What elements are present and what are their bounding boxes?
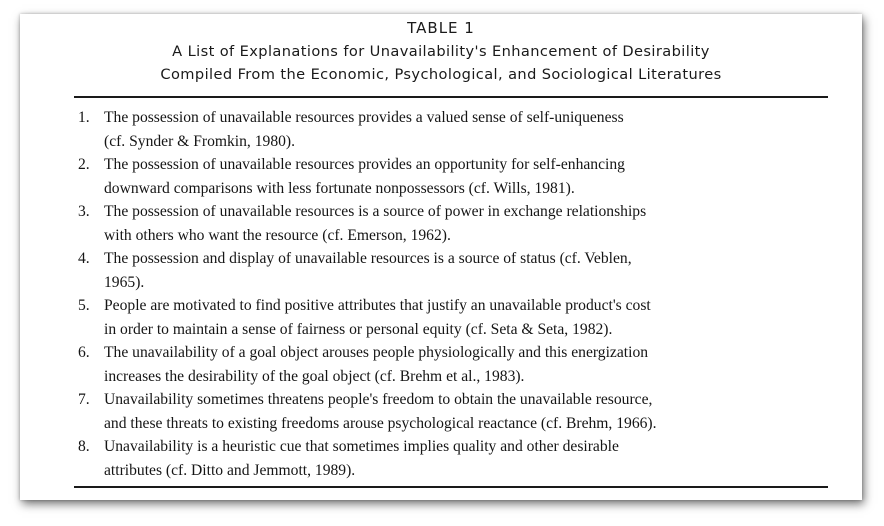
item-number: 8. <box>78 438 90 455</box>
table-caption-line-1: A List of Explanations for Unavailability's Enhancement of Desirability <box>172 43 710 60</box>
item-number: 2. <box>78 156 90 173</box>
item-text-line: increases the desirability of the goal object (cf. Brehm et al., 1983). <box>104 367 525 385</box>
item-text-line: The unavailability of a goal object arouses people physiologically and this energization <box>104 344 649 361</box>
list-item <box>74 106 834 153</box>
item-text-line: and these threats to existing freedoms arouse psychological reactance (cf. Brehm, 1966). <box>104 414 657 432</box>
top-rule <box>74 96 828 98</box>
list-item <box>74 200 834 247</box>
table-label: TABLE 1 <box>407 19 475 37</box>
item-text-line: with others who want the resource (cf. Emerson, 1962). <box>104 226 451 244</box>
item-text-line: in order to maintain a sense of fairness or personal equity (cf. Seta & Seta, 1982). <box>104 320 613 338</box>
list-item <box>74 247 834 294</box>
item-text-line: (cf. Synder & Fromkin, 1980). <box>104 132 296 150</box>
item-number: 5. <box>78 297 90 314</box>
item-number: 3. <box>78 203 90 220</box>
list-item <box>74 294 834 341</box>
list-item <box>74 153 834 200</box>
item-text-line: The possession and display of unavailable resources is a source of status (cf. Veblen, <box>104 250 632 267</box>
bottom-rule <box>74 486 828 488</box>
item-text-line: downward comparisons with less fortunate nonpossessors (cf. Wills, 1981). <box>104 179 575 197</box>
item-number: 6. <box>78 344 90 361</box>
item-text-line: attributes (cf. Ditto and Jemmott, 1989). <box>104 461 356 479</box>
item-text-line: The possession of unavailable resources is a source of power in exchange relationships <box>104 203 647 220</box>
item-text-line: The possession of unavailable resources provides an opportunity for self-enhancing <box>104 156 625 173</box>
item-number: 1. <box>78 109 90 126</box>
document-sheet <box>20 14 862 500</box>
item-text-line: The possession of unavailable resources provides a valued sense of self-uniqueness <box>104 109 624 126</box>
item-text-line: People are motivated to find positive attributes that justify an unavailable product's cost <box>104 297 651 314</box>
item-number: 4. <box>78 250 90 267</box>
item-number: 7. <box>78 391 90 408</box>
list-item <box>74 341 834 388</box>
list-item <box>74 435 834 482</box>
item-text-line: Unavailability sometimes threatens people's freedom to obtain the unavailable resource, <box>104 391 653 408</box>
item-text-line: 1965). <box>104 273 145 291</box>
table-caption-line-2: Compiled From the Economic, Psychological, and Sociological Literatures <box>160 66 722 83</box>
list-item <box>74 388 834 435</box>
item-text-line: Unavailability is a heuristic cue that sometimes implies quality and other desirable <box>104 438 619 455</box>
explanation-list <box>74 106 834 482</box>
